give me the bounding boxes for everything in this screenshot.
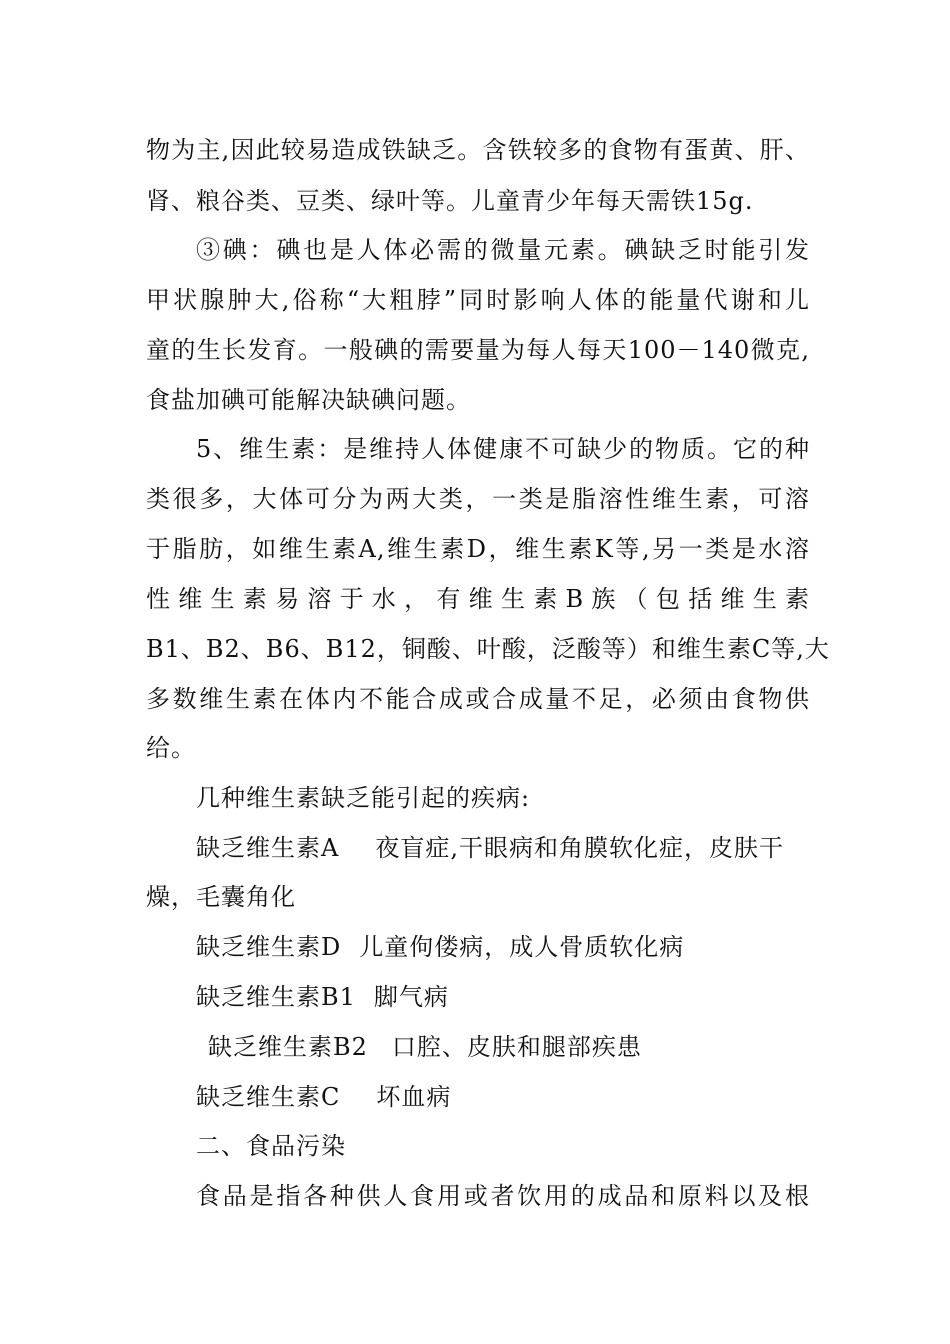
text-line: ③碘：碘也是人体必需的微量元素。碘缺乏时能引发	[196, 236, 810, 264]
text-line: 几种维生素缺乏能引起的疾病:	[196, 784, 531, 812]
deficiency-row	[196, 1081, 810, 1113]
text-line: 燥，毛囊角化	[146, 883, 296, 911]
text-line: 童的生长发育。一般碘的需要量为每人每天100－140微克,	[146, 336, 810, 364]
deficiency-row	[208, 1031, 810, 1063]
text-line: 于脂肪，如维生素A,维生素D，维生素K等,另一类是水溶	[146, 535, 810, 563]
section-heading: 二、食品污染	[196, 1132, 346, 1160]
text-line: 5、维生素：是维持人体健康不可缺少的物质。它的种	[196, 435, 810, 463]
text-line: 甲状腺肿大,俗称“大粗脖”同时影响人体的能量代谢和儿	[146, 286, 810, 314]
text-line: 给。	[146, 734, 196, 762]
deficiency-label: 缺乏维生素B2	[208, 1033, 368, 1061]
text-line: 食盐加碘可能解决缺碘问题。	[146, 386, 471, 414]
text-line: 食品是指各种供人食用或者饮用的成品和原料以及根	[196, 1182, 810, 1210]
text-line: 物为主,因此较易造成铁缺乏。含铁较多的食物有蛋黄、肝、	[146, 136, 810, 164]
deficiency-label: 缺乏维生素D	[196, 933, 342, 961]
deficiency-disease: 夜盲症,干眼病和角膜软化症，皮肤干	[375, 834, 784, 862]
deficiency-row	[196, 832, 810, 864]
text-line: 多数维生素在体内不能合成或合成量不足，必须由食物供	[146, 685, 810, 713]
deficiency-row	[196, 981, 810, 1013]
deficiency-disease: 口腔、皮肤和腿部疾患	[391, 1033, 642, 1061]
text-line: 性维生素易溶于水，有维生素B族（包括维生素	[146, 585, 810, 613]
text-line: 类很多，大体可分为两大类，一类是脂溶性维生素，可溶	[146, 485, 810, 513]
deficiency-label: 缺乏维生素C	[196, 1083, 341, 1111]
deficiency-disease: 坏血病	[376, 1083, 452, 1111]
deficiency-label: 缺乏维生素A	[196, 834, 340, 862]
text-line: B1、B2、B6、B12，铜酸、叶酸，泛酸等）和维生素C等,大	[146, 635, 830, 663]
deficiency-disease: 脚气病	[373, 983, 449, 1011]
deficiency-label: 缺乏维生素B1	[196, 983, 356, 1011]
text-line: 肾、粮谷类、豆类、绿叶等。儿童青少年每天需铁15g.	[146, 187, 754, 215]
deficiency-disease: 儿童佝偻病，成人骨质软化病	[359, 933, 685, 961]
deficiency-row	[196, 931, 810, 963]
